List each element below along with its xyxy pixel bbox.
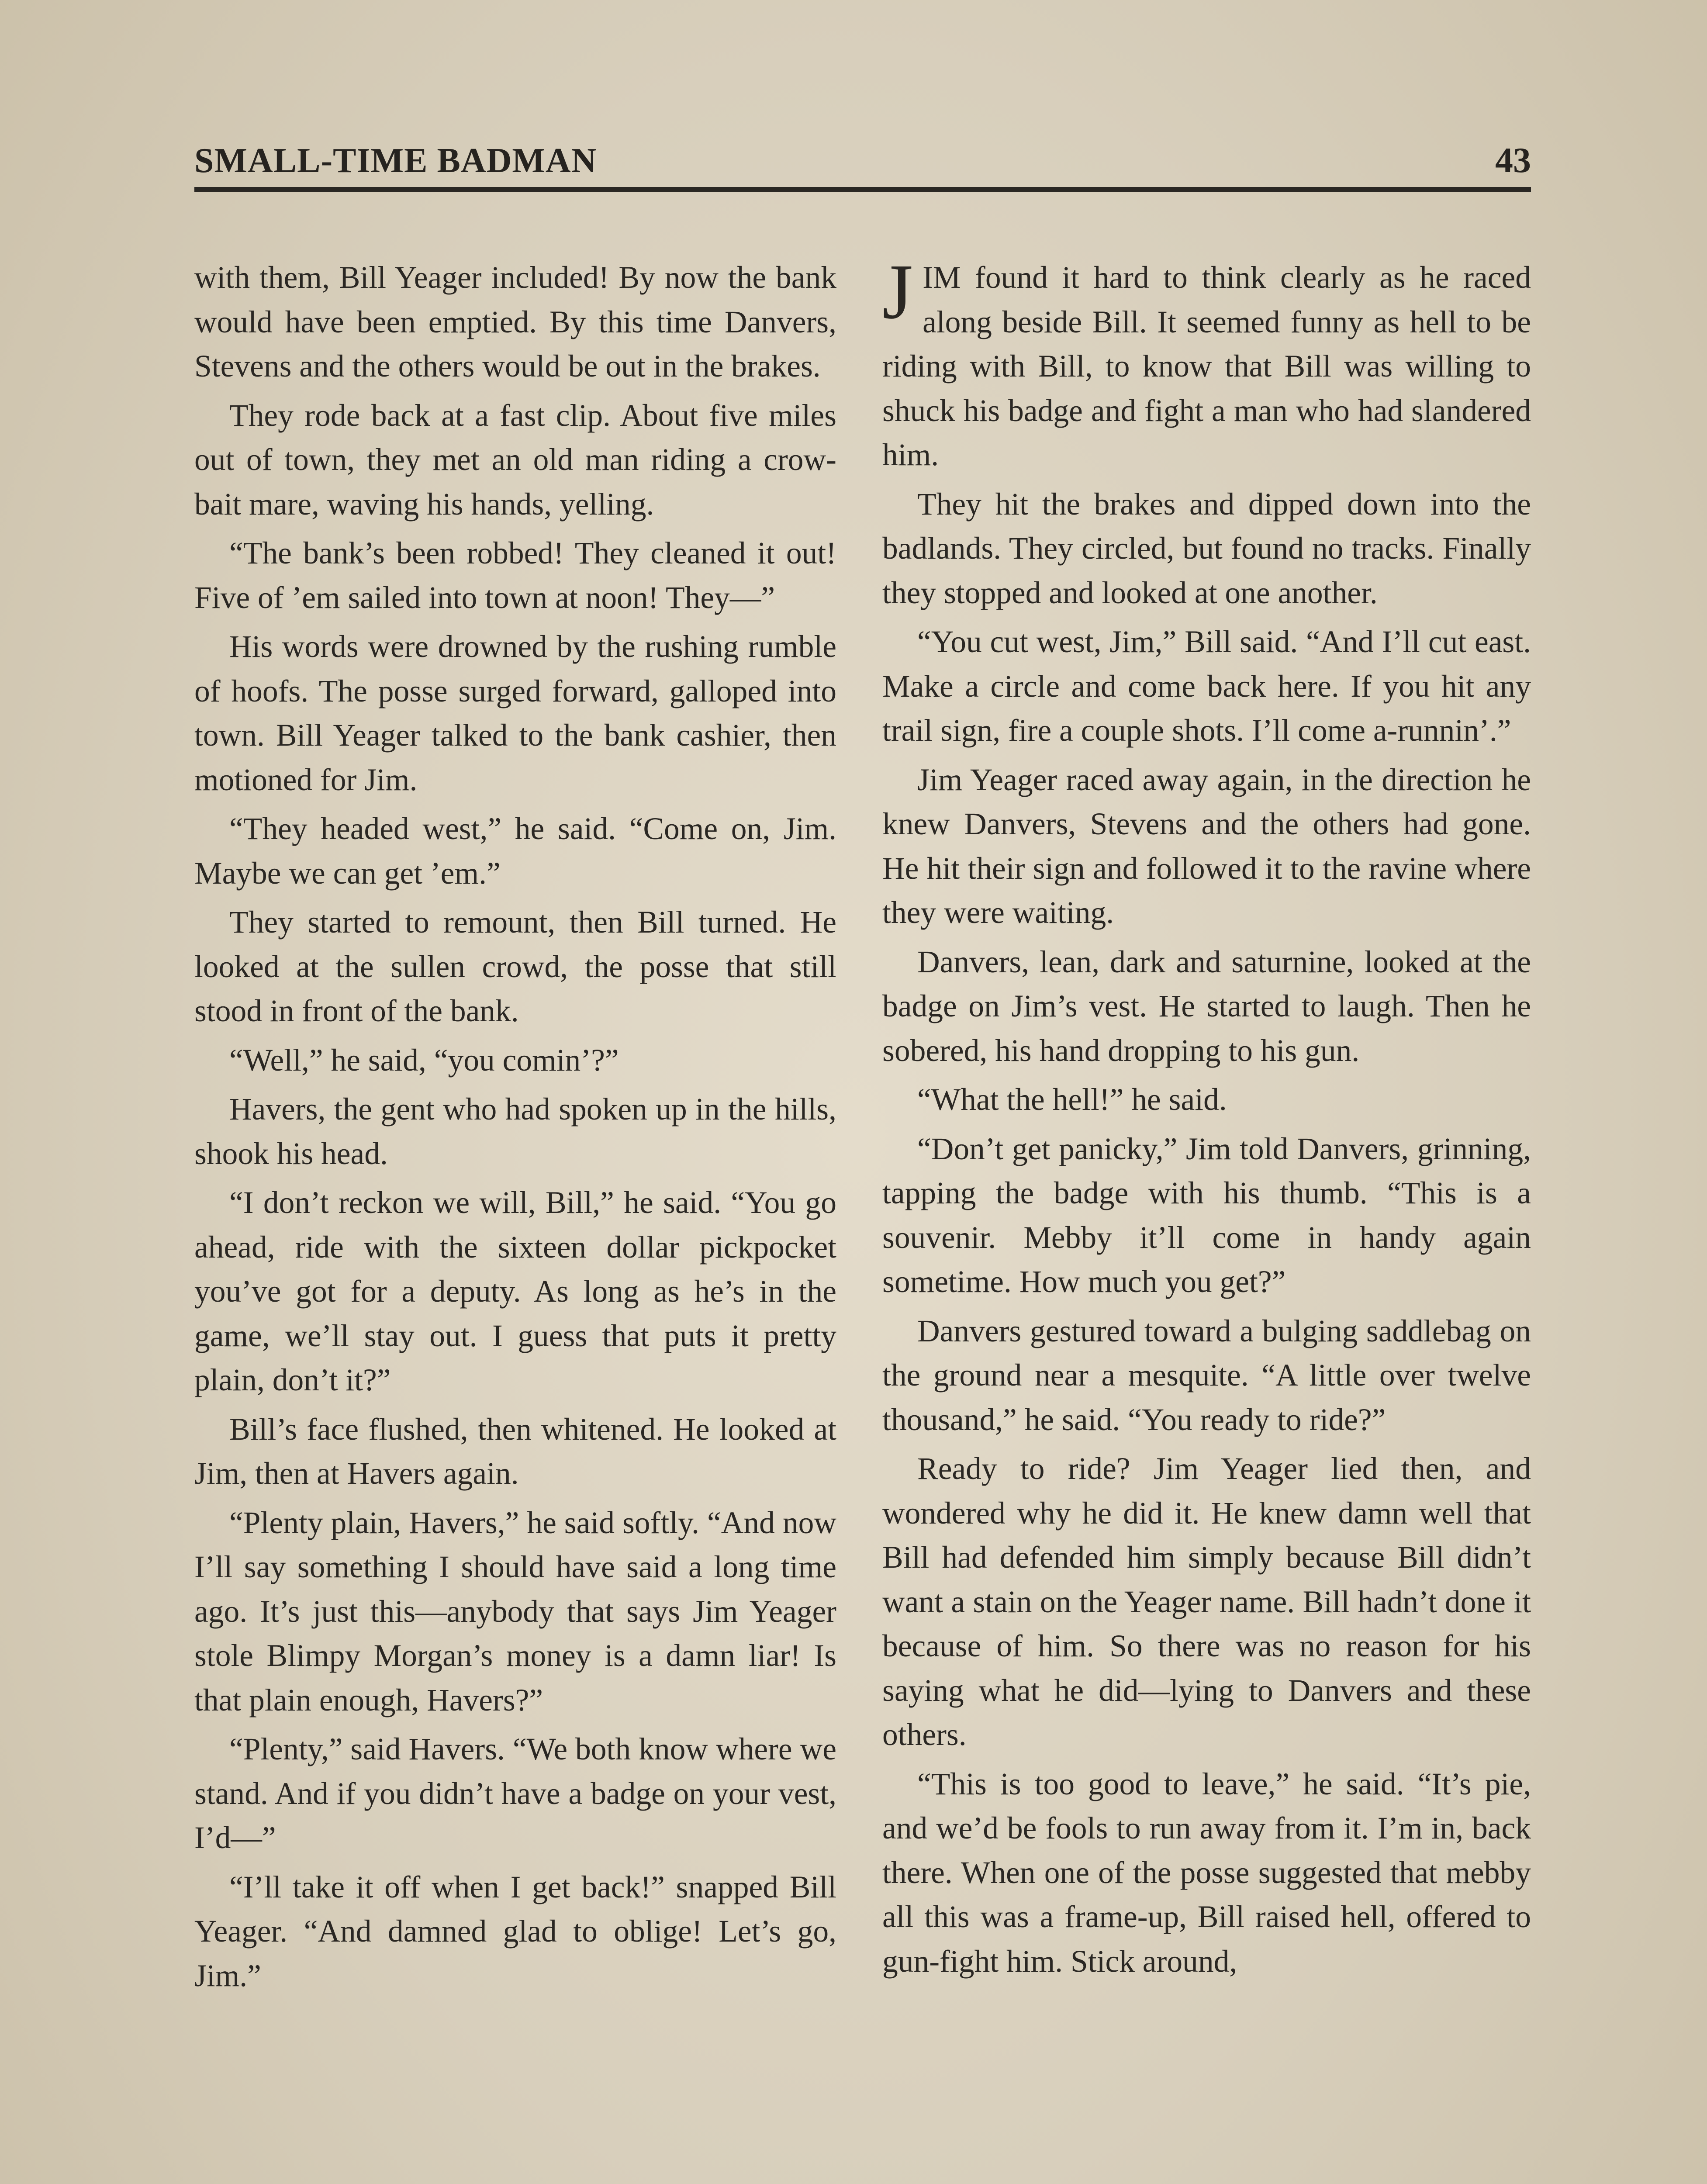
paragraph: Danvers gestured toward a bulging saddlebag on the ground near a mesquite. “A little over twelve thousand,” he said. “You ready to ride?”	[882, 1313, 1531, 1437]
paragraph: His words were drowned by the rushing rumble of hoofs. The posse surged forward, galloped into town. Bill Yeager talked to the bank cashier, then motioned for Jim.	[194, 629, 836, 797]
drop-cap: J	[882, 248, 913, 335]
paragraph: “What the hell!” he said.	[917, 1082, 1227, 1117]
paragraph: “I don’t reckon we will, Bill,” he said. “You go ahead, ride with the sixteen dollar pickpocket you’ve got for a deputy. As long as he’s in the game, we’ll stay out. I guess that puts it pretty plain, don’t it?”	[194, 1185, 836, 1397]
paragraph: They rode back at a fast clip. About five miles out of town, they met an old man riding a crow-bait mare, waving his hands, yelling.	[194, 398, 836, 522]
paragraph: “I’ll take it off when I get back!” snapped Bill Yeager. “And damned glad to oblige! Let’s go, Jim.”	[194, 1870, 836, 1993]
paragraph: “Well,” he said, “you comin’?”	[229, 1043, 619, 1078]
left-text-column	[194, 256, 836, 2003]
paragraph: with them, Bill Yeager included! By now the bank would have been emptied. By this time Danvers, Stevens and the others would be out in the brakes.	[194, 260, 836, 384]
paragraph: “You cut west, Jim,” Bill said. “And I’ll cut east. Make a circle and come back here. If you hit any trail sign, fire a couple shots. I’ll come a-runnin’.”	[882, 625, 1531, 748]
paragraph: “Don’t get panicky,” Jim told Danvers, grinning, tapping the badge with his thumb. “This is a souvenir. Mebby it’ll come in handy again sometime. How much you get?”	[882, 1131, 1531, 1299]
paragraph: Havers, the gent who had spoken up in the hills, shook his head.	[194, 1092, 836, 1171]
paragraph: Bill’s face flushed, then whitened. He looked at Jim, then at Havers again.	[194, 1412, 836, 1491]
paragraph: Ready to ride? Jim Yeager lied then, and wondered why he did it. He knew damn well that Bill had defended him simply because Bill didn’t want a stain on the Yeager name. Bill hadn’t done it because of him. So there was no reason for his saying what he did—lying to Danvers and these others.	[882, 1451, 1531, 1752]
paragraph: Danvers, lean, dark and saturnine, looked at the badge on Jim’s vest. He started to laugh. Then he sobered, his hand dropping to his gun.	[882, 944, 1531, 1068]
running-title: SMALL-TIME BADMAN	[194, 142, 597, 180]
paragraph: They hit the brakes and dipped down into the badlands. They circled, but found no tracks. Finally they stopped and looked at one another.	[882, 487, 1531, 610]
running-header	[194, 139, 1531, 192]
paragraph: “They headed west,” he said. “Come on, Jim. Maybe we can get ’em.”	[194, 812, 836, 891]
paragraph: “The bank’s been robbed! They cleaned it out! Five of ’em sailed into town at noon! They—”	[194, 536, 836, 615]
paragraph: They started to remount, then Bill turned. He looked at the sullen crowd, the posse that still stood in front of the bank.	[194, 905, 836, 1028]
paragraph-text: IM found it hard to think clearly as he raced along beside Bill. It seemed funny as hell to be riding with Bill, to know that Bill was willing to shuck his badge and fight a man who had slandered him.	[882, 260, 1531, 472]
paragraph: “Plenty plain, Havers,” he said softly. “And now I’ll say something I should have said a long time ago. It’s just this—anybody that says Jim Yeager stole Blimpy Morgan’s money is a damn liar! Is that plain enough, Havers?”	[194, 1505, 836, 1717]
paragraph: Jim Yeager raced away again, in the direction he knew Danvers, Stevens and the others had gone. He hit their sign and followed it to the ravine where they were waiting.	[882, 762, 1531, 930]
paragraph: “Plenty,” said Havers. “We both know where we stand. And if you didn’t have a badge on your vest, I’d—”	[194, 1732, 836, 1855]
right-text-column	[882, 248, 1531, 1988]
opening-paragraph	[882, 248, 1531, 477]
paragraph: “This is too good to leave,” he said. “It’s pie, and we’d be fools to run away from it. I’m in, back there. When one of the posse suggested that mebby all this was a frame-up, Bill raised hell, offered to gun-fight him. Stick around,	[882, 1766, 1531, 1979]
page-number: 43	[1495, 140, 1531, 180]
